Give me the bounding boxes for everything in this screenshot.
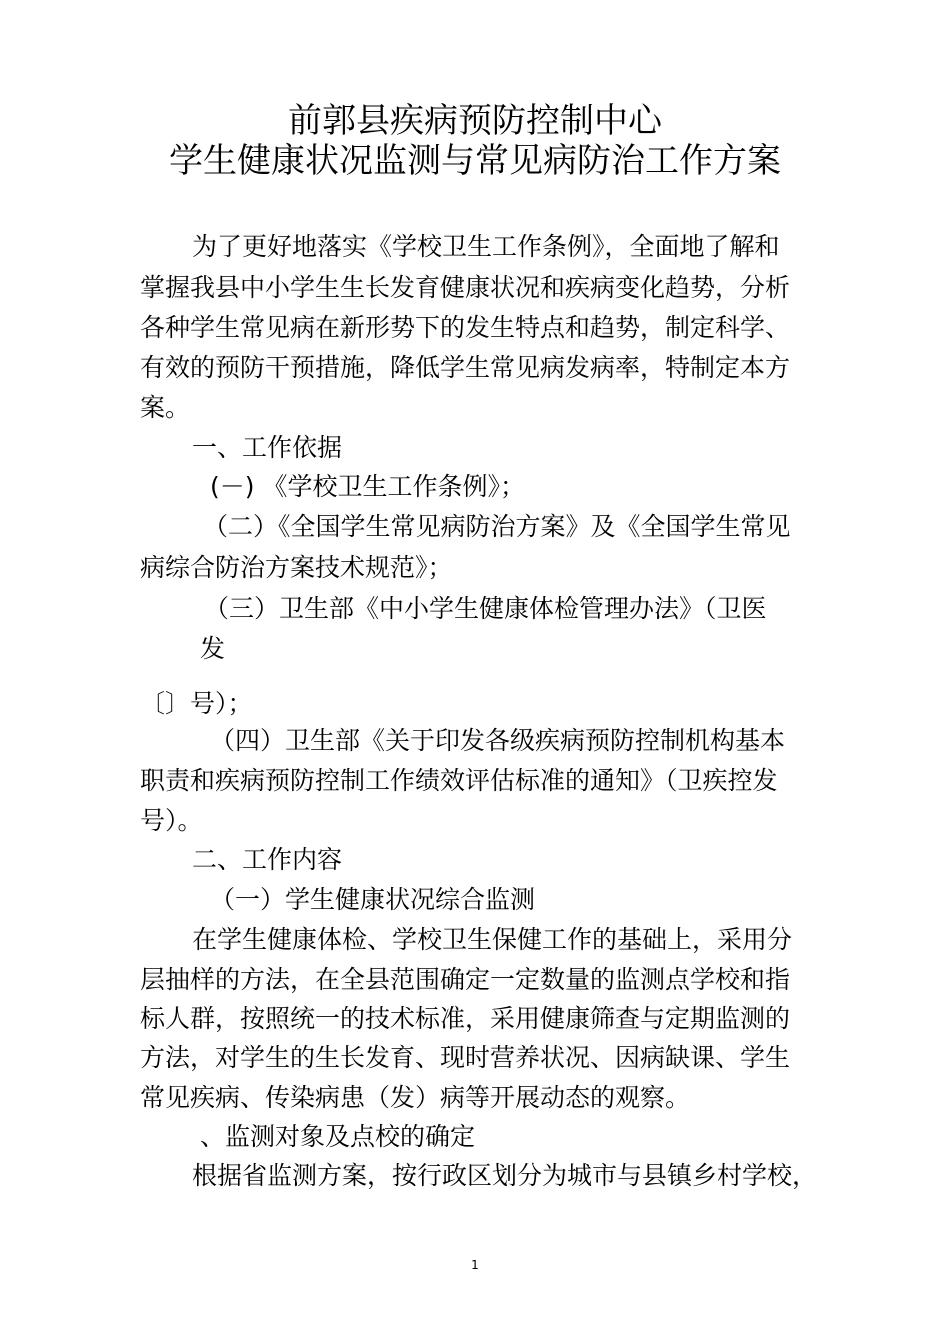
- basis-item-3-line-2: 发: [200, 634, 226, 663]
- subsection-heading-1: （一）学生健康状况综合监测: [210, 885, 536, 914]
- content-line-6: 根据省监测方案，按行政区划分为城市与县镇乡村学校，: [192, 1161, 818, 1190]
- basis-item-3-line-3: 〔〕号）；: [140, 689, 253, 718]
- basis-item-2-line-1: （二）《全国学生常见病防治方案》及《全国学生常见: [203, 512, 791, 541]
- document-title-line-1: 前郭县疾病预防控制中心: [288, 101, 662, 141]
- body-line-5: 案。: [140, 393, 191, 422]
- body-line-2: 掌握我县中小学生生长发育健康状况和疾病变化趋势，分析: [140, 273, 791, 302]
- content-line-3: 标人群，按照统一的技术标准，采用健康筛查与定期监测的: [140, 1004, 791, 1033]
- content-line-1: 在学生健康体检、学校卫生保健工作的基础上，采用分: [192, 925, 793, 954]
- page-number: 1: [471, 1258, 479, 1272]
- content-line-2: 层抽样的方法，在全县范围确定一定数量的监测点学校和指: [140, 965, 791, 994]
- section-heading-2: 二、工作内容: [192, 845, 343, 874]
- basis-item-1: (－) 《学校卫生工作条例》；: [210, 472, 525, 501]
- subsection-heading-2: 、监测对象及点校的确定: [200, 1122, 476, 1151]
- basis-item-3-line-1: （三）卫生部《中小学生健康体检管理办法》（卫医: [204, 594, 767, 623]
- body-line-3: 各种学生常见病在新形势下的发生特点和趋势，制定科学、: [140, 313, 791, 342]
- body-line-4: 有效的预防干预措施，降低学生常见病发病率，特制定本方: [140, 353, 791, 382]
- content-line-5: 常见疾病、传染病患（发）病等开展动态的观察。: [140, 1083, 691, 1112]
- content-line-4: 方法，对学生的生长发育、现时营养状况、因病缺课、学生: [140, 1043, 791, 1072]
- document-title-line-2: 学生健康状况监测与常见病防治工作方案: [169, 141, 781, 181]
- basis-item-2-line-2: 病综合防治方案技术规范》；: [140, 553, 453, 582]
- basis-item-4-line-2: 职责和疾病预防控制工作绩效评估标准的通知》（卫疾控发: [140, 766, 778, 795]
- body-line-1: 为了更好地落实《学校卫生工作条例》，全面地了解和: [192, 232, 780, 261]
- section-heading-1: 一、工作依据: [192, 433, 343, 462]
- basis-item-4-line-3: 号）。: [140, 806, 203, 835]
- basis-item-4-line-1: （四）卫生部《关于印发各级疾病预防控制机构基本: [210, 726, 786, 755]
